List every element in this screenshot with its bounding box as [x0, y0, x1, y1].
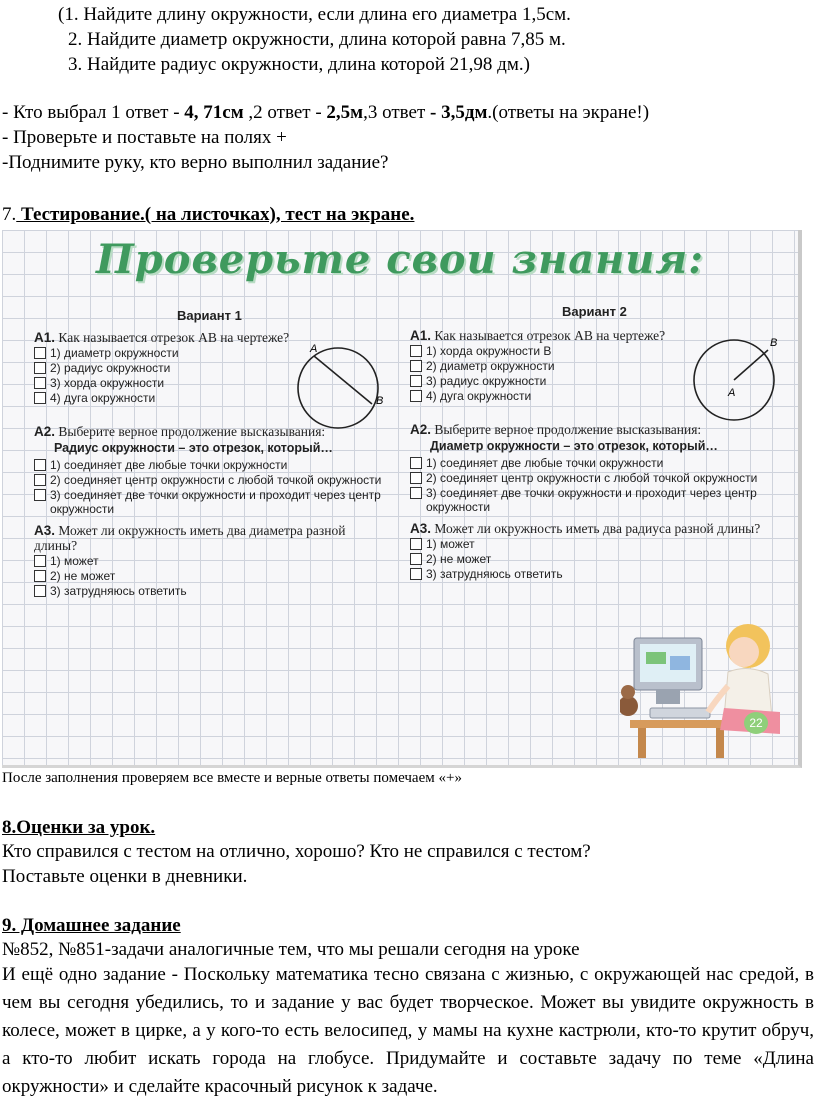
screen-window: [670, 656, 690, 670]
checkbox[interactable]: [34, 377, 46, 389]
section-8-line-1: Кто справился с тестом на отлично, хорошо? Кто не справился с тестом?: [2, 841, 591, 862]
circle-chord-diagram: [284, 342, 394, 432]
v1-a3-option-3[interactable]: [34, 584, 394, 598]
desk-top: [630, 720, 730, 728]
answers-mid-1: ,2 ответ -: [243, 102, 327, 123]
variant-1-question-a3: [34, 523, 374, 553]
v1-a3-option-2[interactable]: [34, 569, 394, 583]
v2-a3-option-3[interactable]: [410, 567, 790, 581]
circle-radius-diagram: [690, 330, 790, 424]
v1-a2-option-2[interactable]: [34, 473, 394, 487]
task-1: (1. Найдите длину окружности, если длина его диаметра 1,5см.: [58, 4, 571, 25]
v1-a1-text: Как называется отрезок АВ на чертеже?: [55, 330, 290, 345]
variant-1-heading: Вариант 1: [177, 308, 242, 323]
checkbox[interactable]: [34, 392, 46, 404]
point-a-label: A: [310, 343, 318, 355]
checkbox[interactable]: [34, 347, 46, 359]
checkbox[interactable]: [34, 555, 46, 567]
checkbox[interactable]: [410, 472, 422, 484]
section-7-title: Тестирование.( на листочках), тест на экране.: [16, 204, 415, 225]
checkbox[interactable]: [410, 375, 422, 387]
checkbox[interactable]: [410, 345, 422, 357]
v1-a2-label: А2.: [34, 424, 56, 439]
section-7-number: 7.: [2, 204, 17, 225]
v2-a2-label: А2.: [410, 422, 432, 437]
option-text: 1) соединяет две любые точки окружности: [426, 456, 664, 470]
v2-a3-text: Может ли окружность иметь два радиуса разной длины?: [431, 521, 761, 536]
v2-a2-text: Выберите верное продолжение высказывания:: [431, 422, 702, 437]
v2-a2-option-3[interactable]: [410, 486, 790, 514]
v1-a2-option-3[interactable]: [34, 488, 394, 516]
option-text: 1) диаметр окружности: [50, 346, 179, 360]
option-text: 3) затрудняюсь ответить: [50, 584, 187, 598]
option-text: 2) не может: [50, 569, 116, 583]
v1-a1-label: А1.: [34, 330, 56, 345]
answers-suffix: .(ответы на экране!): [487, 102, 650, 123]
circle: [298, 348, 378, 428]
girl-at-computer-illustration: [620, 608, 790, 758]
v1-a3-text: Может ли окружность иметь два диаметра разной длины?: [34, 523, 346, 553]
worksheet-image: [2, 230, 802, 768]
v2-a1-label: А1.: [410, 328, 432, 343]
option-text: 1) соединяет две любые точки окружности: [50, 458, 288, 472]
option-text: 1) хорда окружности В: [426, 344, 552, 358]
section-8-line-2: Поставьте оценки в дневники.: [2, 866, 248, 887]
section-9-title: 9. Домашнее задание: [2, 915, 181, 936]
checkbox[interactable]: [410, 360, 422, 372]
segment-ab: [734, 350, 768, 380]
option-text: 3) затрудняюсь ответить: [426, 567, 563, 581]
option-text: 1) может: [50, 554, 99, 568]
point-b-label: B: [770, 337, 778, 349]
checkbox[interactable]: [34, 459, 46, 471]
v1-a2-text: Выберите верное продолжение высказывания:: [55, 424, 326, 439]
option-text: 2) соединяет центр окружности с любой точкой окружности: [50, 473, 382, 487]
teddy-bear: [620, 696, 638, 716]
checkbox[interactable]: [34, 489, 46, 501]
checkbox[interactable]: [34, 362, 46, 374]
option-text: 3) хорда окружности: [50, 376, 165, 390]
checkbox[interactable]: [410, 538, 422, 550]
option-text: 2) соединяет центр окружности с любой точкой окружности: [426, 471, 758, 485]
option-text: 1) может: [426, 537, 475, 551]
checkbox[interactable]: [410, 553, 422, 565]
segment-ab: [314, 356, 372, 404]
option-text: 3) радиус окружности: [426, 374, 547, 388]
task-2: 2. Найдите диаметр окружности, длина которой равна 7,85 м.: [68, 29, 566, 50]
answer-1: 4, 71см: [184, 102, 244, 123]
v1-a2-subtitle: Радиус окружности – это отрезок, который…: [54, 441, 333, 455]
checkbox[interactable]: [34, 474, 46, 486]
checkbox[interactable]: [410, 568, 422, 580]
v2-a3-label: А3.: [410, 521, 432, 536]
worksheet-caption: После заполнения проверяем все вместе и верные ответы помечаем «+»: [2, 770, 462, 786]
task-3: 3. Найдите радиус окружности, длина которой 21,98 дм.): [68, 54, 530, 75]
v1-a3-label: А3.: [34, 523, 56, 538]
worksheet-title: Проверьте свои знания:: [96, 236, 704, 283]
checkbox[interactable]: [410, 487, 422, 499]
option-text: 4) дуга окружности: [50, 391, 156, 405]
option-text: 2) не может: [426, 552, 492, 566]
monitor-stand: [656, 690, 680, 704]
option-text: 2) диаметр окружности: [426, 359, 555, 373]
v2-a2-option-1[interactable]: [410, 456, 790, 470]
section-9-heading: [2, 914, 181, 938]
checkbox[interactable]: [34, 585, 46, 597]
variant-2-question-a2: [410, 422, 790, 437]
page-number-badge: 22: [744, 712, 768, 734]
section-8-heading: [2, 816, 155, 840]
point-b-label: B: [376, 395, 384, 407]
v2-a3-option-2[interactable]: [410, 552, 790, 566]
option-text: 3) соединяет две точки окружности и проходит через центр окружности: [426, 486, 757, 514]
section-7-heading: [2, 203, 414, 227]
checkbox[interactable]: [410, 390, 422, 402]
checkbox[interactable]: [410, 457, 422, 469]
variant-2-question-a3: [410, 521, 780, 536]
teddy-bear-head: [621, 685, 635, 699]
answer-3: - 3,5дм: [430, 102, 488, 123]
section-8-title: 8.Оценки за урок.: [2, 817, 156, 838]
screen-window: [646, 652, 666, 664]
variant-2-heading: Вариант 2: [562, 304, 627, 319]
v2-a3-option-1[interactable]: [410, 537, 790, 551]
desk-leg: [716, 728, 724, 758]
desk-leg: [638, 728, 646, 758]
option-text: 2) радиус окружности: [50, 361, 171, 375]
option-text: 4) дуга окружности: [426, 389, 532, 403]
keyboard: [650, 708, 710, 718]
v2-a1-text: Как называется отрезок АВ на чертеже?: [431, 328, 666, 343]
v2-a2-option-2[interactable]: [410, 471, 790, 485]
option-text: 3) соединяет две точки окружности и проходит через центр окружности: [50, 488, 381, 516]
section-9-line-1: №852, №851-задачи аналогичные тем, что мы решали сегодня на уроке: [2, 939, 580, 960]
raise-hand-instruction: -Поднимите руку, кто верно выполнил задание?: [2, 152, 389, 173]
v1-a3-option-1[interactable]: [34, 554, 394, 568]
v2-a2-subtitle: Диаметр окружности – это отрезок, который…: [430, 439, 718, 453]
answers-prefix: - Кто выбрал 1 ответ -: [2, 102, 185, 123]
checkbox[interactable]: [34, 570, 46, 582]
v1-a2-option-1[interactable]: [34, 458, 394, 472]
check-instruction: - Проверьте и поставьте на полях +: [2, 127, 287, 148]
answer-2: 2,5м: [326, 102, 364, 123]
answers-mid-2: ,3 ответ: [363, 102, 431, 123]
section-9-paragraph: И ещё одно задание - Поскольку математика тесно связана с жизнью, с окружающей нас средой, в чем вы сегодня убедились, то и задание у вас будет творческое. Может вы увидите окружность в колесе, может в цирке, а у кого-то есть велосипед, у мамы на кухне кастрюли, кто-то крутит обруч, а кто-то любит искать города на глобусе. Придумайте и составьте задачу по теме «Длина окружности» и сделайте красочный рисунок к задаче.: [2, 964, 814, 1097]
answers-line: [2, 101, 649, 125]
girl-face: [729, 637, 759, 667]
point-a-label: A: [728, 387, 736, 399]
